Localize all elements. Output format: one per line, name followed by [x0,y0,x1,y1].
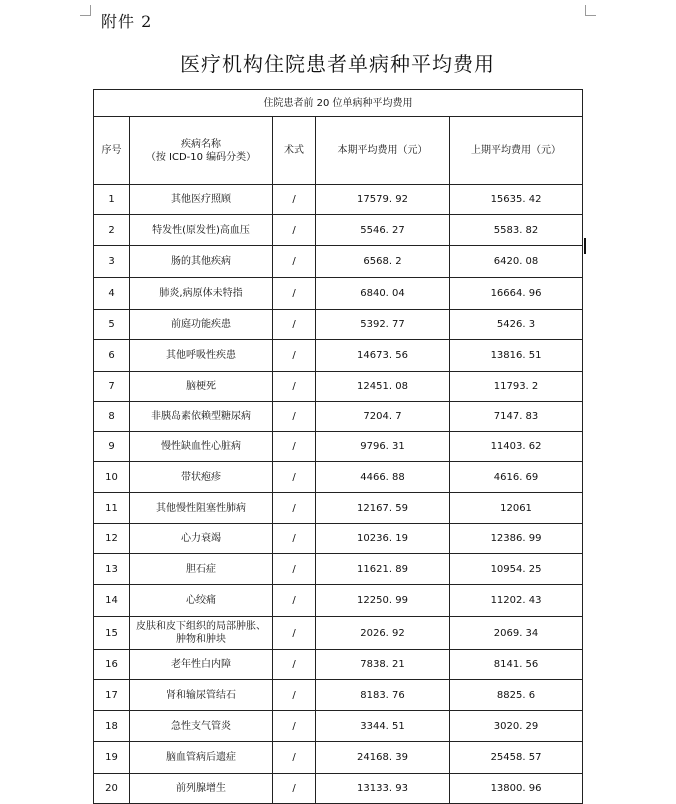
table-row [94,372,583,402]
table-row [94,310,583,340]
row-procedure: / [273,585,316,617]
row-current-average: 7204. 7 [316,402,450,432]
table-row [94,462,583,493]
row-procedure: / [273,774,316,804]
page-corner-mark-left [80,5,91,16]
row-disease-name: 前庭功能疾患 [130,310,273,340]
row-disease-name: 带状疱疹 [130,462,273,493]
table-row [94,650,583,680]
row-index: 14 [94,585,130,617]
row-previous-average: 12061 [450,493,583,524]
table-row [94,742,583,774]
row-disease-name: 非胰岛素依赖型糖尿病 [130,402,273,432]
row-index: 4 [94,278,130,310]
row-current-average: 5546. 27 [316,215,450,246]
row-index: 7 [94,372,130,402]
table-row [94,554,583,585]
row-index: 20 [94,774,130,804]
row-disease-name: 慢性缺血性心脏病 [130,432,273,462]
row-disease-name: 其他医疗照顾 [130,185,273,215]
table-row [94,278,583,310]
table-row [94,524,583,554]
row-procedure: / [273,340,316,372]
row-previous-average: 25458. 57 [450,742,583,774]
row-current-average: 12167. 59 [316,493,450,524]
row-procedure: / [273,711,316,742]
row-index: 19 [94,742,130,774]
row-disease-name: 肾和输尿管结石 [130,680,273,711]
row-current-average: 17579. 92 [316,185,450,215]
row-disease-name: 其他呼吸性疾患 [130,340,273,372]
row-current-average: 6568. 2 [316,246,450,278]
row-disease-name: 心力衰竭 [130,524,273,554]
table-row [94,215,583,246]
row-index: 13 [94,554,130,585]
row-previous-average: 2069. 34 [450,617,583,650]
row-current-average: 11621. 89 [316,554,450,585]
table-row [94,340,583,372]
row-disease-name: 其他慢性阻塞性肺病 [130,493,273,524]
row-index: 9 [94,432,130,462]
row-procedure: / [273,432,316,462]
row-procedure: / [273,372,316,402]
row-previous-average: 3020. 29 [450,711,583,742]
row-previous-average: 6420. 08 [450,246,583,278]
header-previous-average: 上期平均费用（元） [450,117,583,185]
row-disease-name: 前列腺增生 [130,774,273,804]
row-current-average: 14673. 56 [316,340,450,372]
table-row [94,185,583,215]
row-disease-name: 肠的其他疾病 [130,246,273,278]
row-current-average: 12250. 99 [316,585,450,617]
table-row [94,774,583,804]
header-disease-line2: （按 ICD-10 编码分类） [145,151,257,163]
row-previous-average: 8141. 56 [450,650,583,680]
table-row [94,617,583,650]
table-row [94,402,583,432]
row-current-average: 9796. 31 [316,432,450,462]
row-procedure: / [273,462,316,493]
header-procedure: 术式 [273,117,316,185]
row-index: 1 [94,185,130,215]
table-header-row [94,117,583,185]
row-previous-average: 5426. 3 [450,310,583,340]
row-procedure: / [273,310,316,340]
row-index: 5 [94,310,130,340]
row-previous-average: 11403. 62 [450,432,583,462]
row-previous-average: 8825. 6 [450,680,583,711]
row-procedure: / [273,402,316,432]
row-index: 15 [94,617,130,650]
row-index: 8 [94,402,130,432]
row-current-average: 6840. 04 [316,278,450,310]
header-disease-line1: 疾病名称 [181,138,221,150]
row-disease-name: 肺炎,病原体未特指 [130,278,273,310]
row-procedure: / [273,185,316,215]
table-row [94,246,583,278]
row-procedure: / [273,742,316,774]
table-row [94,711,583,742]
row-index: 18 [94,711,130,742]
row-previous-average: 15635. 42 [450,185,583,215]
row-current-average: 3344. 51 [316,711,450,742]
header-current-average: 本期平均费用（元） [316,117,450,185]
document-title: 医疗机构住院患者单病种平均费用 [180,52,495,76]
row-current-average: 24168. 39 [316,742,450,774]
row-disease-name: 皮肤和皮下组织的局部肿胀、肿物和肿块 [130,617,273,650]
row-index: 3 [94,246,130,278]
row-procedure: / [273,617,316,650]
table-caption-row [94,90,583,117]
row-current-average: 13133. 93 [316,774,450,804]
row-previous-average: 4616. 69 [450,462,583,493]
row-procedure: / [273,246,316,278]
row-index: 11 [94,493,130,524]
attachment-label: 附件 2 [101,12,153,31]
page-corner-mark-right [585,5,596,16]
table-row [94,493,583,524]
row-procedure: / [273,650,316,680]
row-index: 17 [94,680,130,711]
row-previous-average: 12386. 99 [450,524,583,554]
header-index: 序号 [94,117,130,185]
row-current-average: 7838. 21 [316,650,450,680]
row-index: 12 [94,524,130,554]
table-caption: 住院患者前 20 位单病种平均费用 [94,90,583,117]
row-current-average: 12451. 08 [316,372,450,402]
row-current-average: 2026. 92 [316,617,450,650]
table-row [94,585,583,617]
row-previous-average: 13800. 96 [450,774,583,804]
text-cursor [584,238,586,254]
row-current-average: 5392. 77 [316,310,450,340]
row-disease-name: 急性支气管炎 [130,711,273,742]
header-disease [130,117,273,185]
row-disease-name: 特发性(原发性)高血压 [130,215,273,246]
row-previous-average: 10954. 25 [450,554,583,585]
row-procedure: / [273,278,316,310]
row-disease-name: 老年性白内障 [130,650,273,680]
row-previous-average: 13816. 51 [450,340,583,372]
row-index: 6 [94,340,130,372]
row-index: 10 [94,462,130,493]
table-row [94,432,583,462]
row-disease-name: 胆石症 [130,554,273,585]
row-current-average: 8183. 76 [316,680,450,711]
row-disease-name: 脑血管病后遗症 [130,742,273,774]
row-index: 16 [94,650,130,680]
row-procedure: / [273,215,316,246]
row-previous-average: 16664. 96 [450,278,583,310]
row-disease-name: 心绞痛 [130,585,273,617]
row-previous-average: 5583. 82 [450,215,583,246]
row-procedure: / [273,680,316,711]
row-procedure: / [273,524,316,554]
row-previous-average: 11202. 43 [450,585,583,617]
row-disease-name: 脑梗死 [130,372,273,402]
row-previous-average: 11793. 2 [450,372,583,402]
fee-table [93,89,583,804]
row-current-average: 4466. 88 [316,462,450,493]
row-index: 2 [94,215,130,246]
row-previous-average: 7147. 83 [450,402,583,432]
row-current-average: 10236. 19 [316,524,450,554]
table-row [94,680,583,711]
row-procedure: / [273,554,316,585]
row-procedure: / [273,493,316,524]
